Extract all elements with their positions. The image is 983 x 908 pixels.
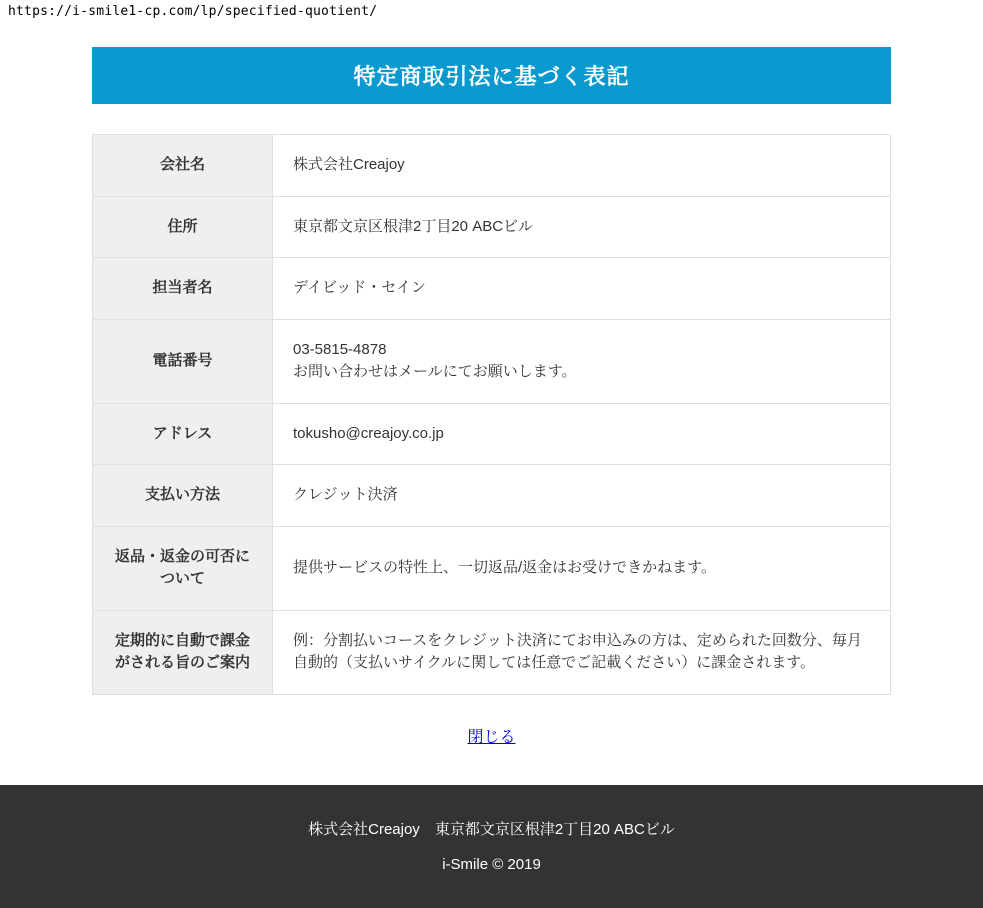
row-value: 例：分割払いコースをクレジット決済にてお申込みの方は、定められた回数分、毎月自動的（支払いサイクルに関しては任意でご記載ください）に課金されます。	[273, 610, 891, 694]
table-row-payment-method	[93, 465, 891, 527]
row-label: 担当者名	[93, 258, 273, 320]
row-value: デイビッド・セイン	[273, 258, 891, 320]
page-title: 特定商取引法に基づく表記	[353, 64, 630, 89]
phone-number: 03-5815-4878	[293, 340, 387, 358]
table-row-refund-policy	[93, 526, 891, 610]
table-row-email	[93, 403, 891, 465]
row-value: tokusho@creajoy.co.jp	[273, 403, 891, 465]
close-link[interactable]: 閉じる	[467, 728, 516, 746]
footer	[0, 785, 983, 908]
row-label: 定期的に自動で課金がされる旨のご案内	[93, 610, 273, 694]
main-content	[92, 19, 891, 783]
row-value: クレジット決済	[273, 465, 891, 527]
table-row-company	[93, 135, 891, 197]
table-row-address	[93, 196, 891, 258]
row-label: 住所	[93, 196, 273, 258]
phone-note: お問い合わせはメールにてお願いします。	[293, 363, 577, 380]
row-label: 支払い方法	[93, 465, 273, 527]
table-row-recurring-billing	[93, 610, 891, 694]
row-value: 東京都文京区根津2丁目20 ABCビル	[273, 196, 891, 258]
row-value	[273, 319, 891, 403]
table-row-phone	[93, 319, 891, 403]
close-link-container	[92, 695, 891, 783]
row-label: アドレス	[93, 403, 273, 465]
row-value: 株式会社Creajoy	[273, 135, 891, 197]
footer-copyright: i-Smile © 2019	[442, 856, 541, 873]
url-text: https://i-smile1-cp.com/lp/specified-quotient/	[8, 4, 378, 19]
row-label: 会社名	[93, 135, 273, 197]
row-label: 返品・返金の可否について	[93, 526, 273, 610]
row-label: 電話番号	[93, 319, 273, 403]
legal-table	[92, 134, 891, 695]
table-row-contact-person	[93, 258, 891, 320]
row-value: 提供サービスの特性上、一切返品/返金はお受けできかねます。	[273, 526, 891, 610]
footer-company-address: 株式会社Creajoy 東京都文京区根津2丁目20 ABCビル	[308, 821, 675, 838]
legal-title-banner	[92, 47, 891, 104]
